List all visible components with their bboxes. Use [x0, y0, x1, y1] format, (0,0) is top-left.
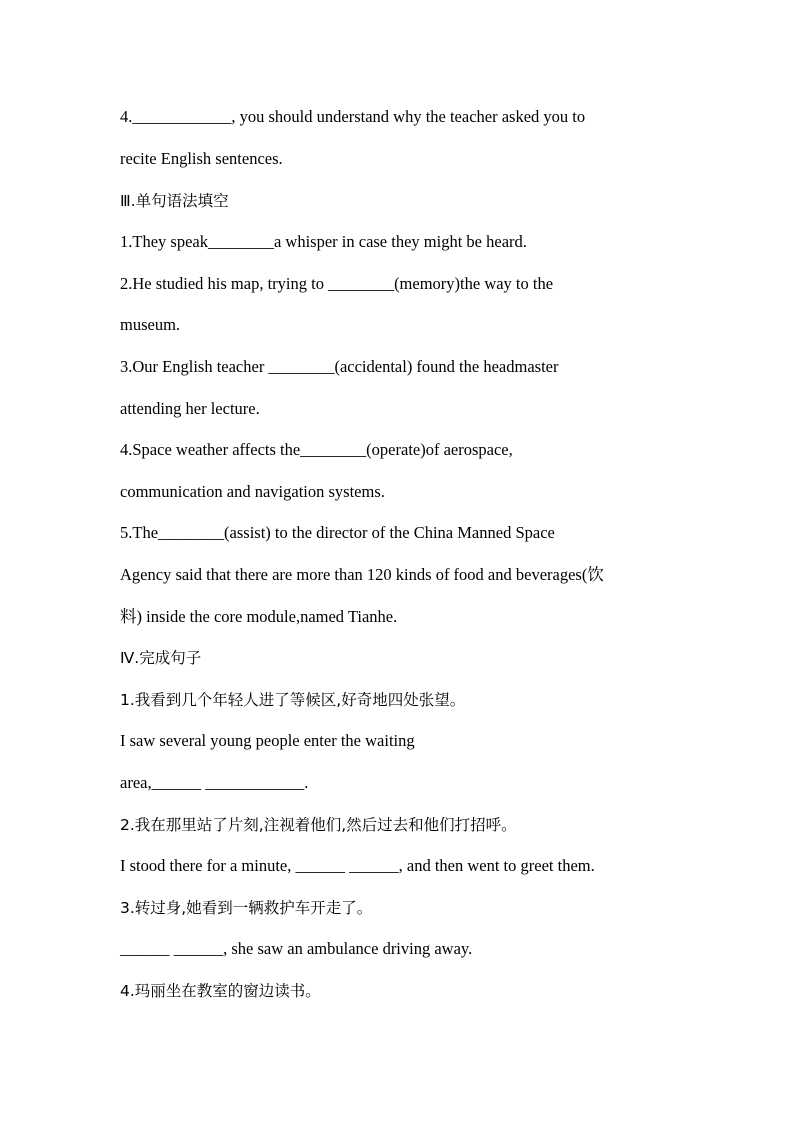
- section-heading-iv: Ⅳ.完成句子: [120, 649, 202, 667]
- sentence-item-2-english: I stood there for a minute, ______ ______, and then went to greet them.: [120, 856, 595, 875]
- grammar-item-5-line-3: 料) inside the core module,named Tianhe.: [120, 607, 398, 626]
- grammar-item-4-line-2: communication and navigation systems.: [120, 482, 385, 501]
- question-4-line-1: 4.____________, you should understand why the teacher asked you to: [120, 107, 586, 126]
- sentence-item-1-chinese: 1.我看到几个年轻人进了等候区,好奇地四处张望。: [120, 691, 466, 709]
- sentence-item-4-chinese: 4.玛丽坐在教室的窗边读书。: [120, 982, 321, 1000]
- sentence-item-3-english: ______ ______, she saw an ambulance driving away.: [120, 939, 473, 958]
- grammar-item-5-line-1: 5.The________(assist) to the director of the China Manned Space: [120, 523, 555, 542]
- grammar-item-3-line-2: attending her lecture.: [120, 399, 260, 418]
- grammar-item-2-line-2: museum.: [120, 315, 181, 334]
- question-4-line-2: recite English sentences.: [120, 149, 283, 168]
- grammar-item-1: 1.They speak________a whisper in case they might be heard.: [120, 232, 527, 251]
- sentence-item-1-english-line-1: I saw several young people enter the waiting: [120, 731, 415, 750]
- sentence-item-3-chinese: 3.转过身,她看到一辆救护车开走了。: [120, 899, 373, 917]
- sentence-item-1-english-line-2: area,______ ____________.: [120, 773, 309, 792]
- grammar-item-3-line-1: 3.Our English teacher ________(accidental) found the headmaster: [120, 357, 559, 376]
- section-heading-iii: Ⅲ.单句语法填空: [120, 192, 229, 210]
- grammar-item-2-line-1: 2.He studied his map, trying to ________(memory)the way to the: [120, 274, 554, 293]
- sentence-item-2-chinese: 2.我在那里站了片刻,注视着他们,然后过去和他们打招呼。: [120, 816, 517, 834]
- grammar-item-5-line-2: Agency said that there are more than 120 kinds of food and beverages(饮: [120, 565, 604, 584]
- grammar-item-4-line-1: 4.Space weather affects the________(operate)of aerospace,: [120, 440, 513, 459]
